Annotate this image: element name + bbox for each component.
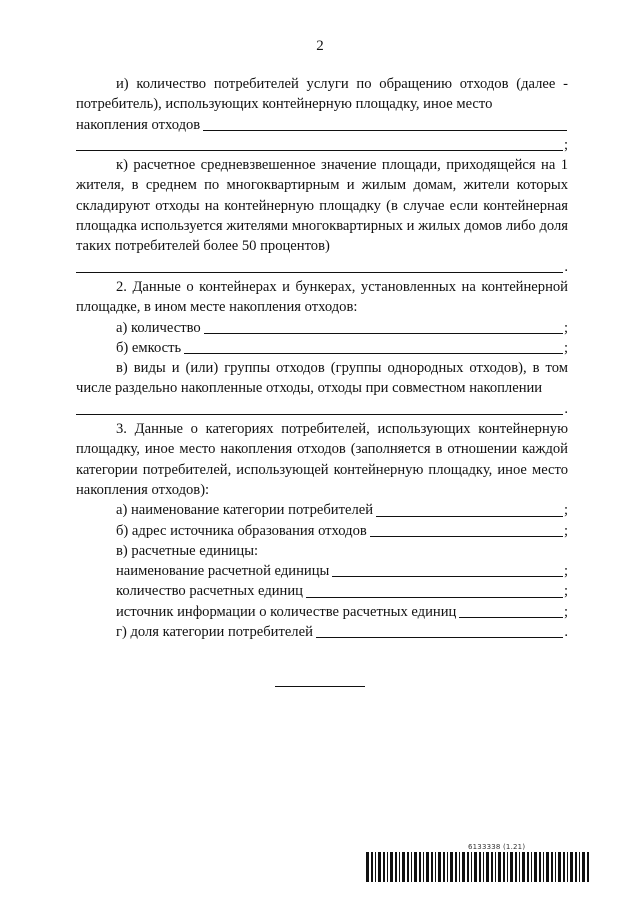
- page-number: 2: [316, 38, 324, 54]
- item-k-text: к) расчетное средневзвешенное значение площади, приходящейся на 1 жителя, в среднем по многоквартирным и жилым домам, жители которых складируют отходы на контейнерную площадку (в случае если контейнерная площадка используется жителями многоквартирных и жилых домов либо доля таких потребителей более 50 процентов): [76, 157, 568, 255]
- item-k-row: [76, 257, 568, 277]
- section-3-a-semicolon: ;: [563, 502, 568, 519]
- unit-count-semicolon: ;: [563, 583, 568, 600]
- section-3-a-row: [76, 500, 568, 520]
- section-3-b-label: б) адрес источника образования отходов: [116, 522, 367, 539]
- unit-count-field[interactable]: [306, 583, 563, 598]
- unit-source-label: источник информации о количестве расчетных единиц: [116, 603, 457, 620]
- consumer-share-field[interactable]: [316, 623, 563, 638]
- unit-source-field[interactable]: [459, 603, 563, 618]
- section-2-b-label: б) емкость: [116, 339, 182, 356]
- item-i-field[interactable]: [203, 116, 567, 131]
- container-count-field[interactable]: [204, 319, 563, 334]
- container-capacity-field[interactable]: [184, 339, 563, 354]
- unit-name-semicolon: ;: [563, 563, 568, 580]
- item-i-semicolon: ;: [563, 136, 568, 153]
- item-i-label-row: [76, 115, 568, 135]
- unit-count-row: [76, 581, 568, 601]
- section-2-v-text: в) виды и (или) группы отходов (группы однородных отходов), в том числе раздельно накопленные отходы, отходы при совместном накоплении: [76, 360, 568, 397]
- unit-name-field[interactable]: [332, 562, 563, 577]
- unit-source-semicolon: ;: [563, 603, 568, 620]
- unit-name-label: наименование расчетной единицы: [116, 563, 330, 580]
- waste-source-address-field[interactable]: [370, 522, 563, 537]
- item-i-field-continued[interactable]: [76, 136, 563, 151]
- consumer-category-name-field[interactable]: [376, 502, 563, 517]
- item-i-label: накопления отходов: [76, 116, 201, 133]
- section-2-a-semicolon: ;: [563, 319, 568, 336]
- section-3-g-row: [76, 622, 568, 642]
- section-3-b-semicolon: ;: [563, 522, 568, 539]
- section-3-a-label: а) наименование категории потребителей: [116, 502, 374, 519]
- section-2-b-row: [76, 338, 568, 358]
- section-2-b-semicolon: ;: [563, 339, 568, 356]
- document-body: [76, 74, 568, 642]
- waste-types-field[interactable]: [76, 400, 563, 415]
- item-k-field[interactable]: [76, 258, 563, 273]
- item-i-continuation-row: [76, 135, 568, 155]
- section-3-v-label: в) расчетные единицы:: [116, 542, 259, 559]
- section-2-heading: 2. Данные о контейнерах и бункерах, установленных на контейнерной площадке, в ином месте накопления отходов:: [76, 278, 568, 316]
- item-i-text: и) количество потребителей услуги по обращению отходов (далее - потребитель), использующих контейнерную площадку, иное место: [76, 76, 568, 113]
- item-k-period: .: [564, 258, 568, 275]
- barcode: [366, 852, 590, 882]
- section-3-g-label: г) доля категории потребителей: [116, 624, 313, 641]
- section-2-a-label: а) количество: [116, 319, 201, 336]
- document-code: 6133338 (1.21): [468, 843, 526, 851]
- section-3-heading: 3. Данные о категориях потребителей, использующих контейнерную площадку, иное место накопления отходов (заполняется в отношении каждой категории потребителей, использующей контейнерную площадку, иное место накопления отходов):: [76, 421, 568, 498]
- section-2-v-row: [76, 399, 568, 419]
- unit-count-label: количество расчетных единиц: [116, 583, 303, 600]
- section-2-v-period: .: [564, 400, 568, 417]
- section-3-b-row: [76, 521, 568, 541]
- section-3-v-row: [76, 541, 568, 561]
- section-2-a-row: [76, 318, 568, 338]
- unit-name-row: [76, 561, 568, 581]
- document-footer: [366, 843, 590, 883]
- unit-source-row: [76, 602, 568, 622]
- end-separator-line: [275, 686, 365, 687]
- section-3-g-period: .: [564, 624, 568, 641]
